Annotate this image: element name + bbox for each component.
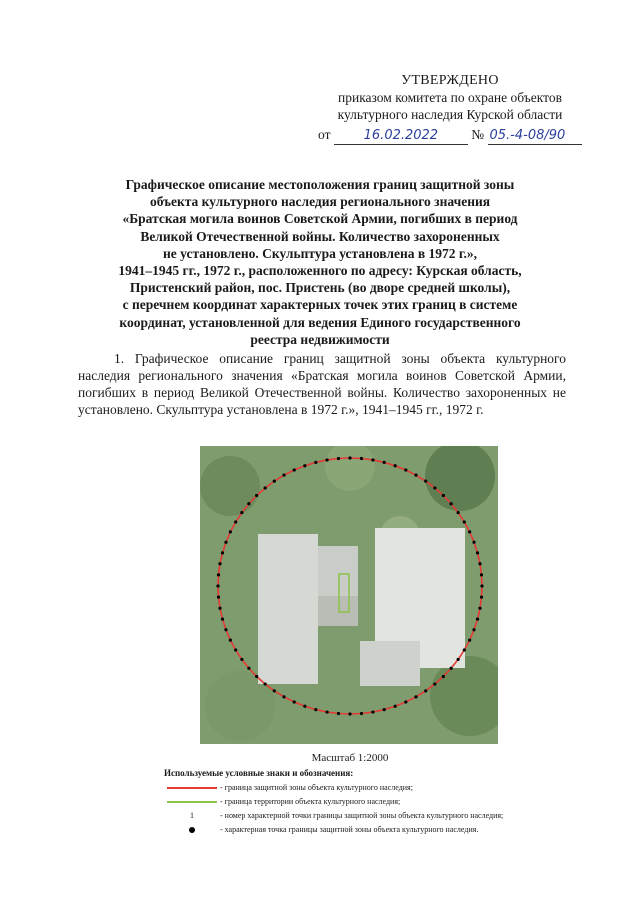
legend-text: - характерная точка границы защитной зоны объекта культурного наследия. [220,825,479,834]
title-line: Графическое описание местоположения границ защитной зоны [125,177,515,192]
boundary-point [442,675,445,678]
boundary-point [457,511,460,514]
approval-block [300,72,600,123]
boundary-point [240,511,243,514]
boundary-point [450,667,453,670]
boundary-point [337,712,340,715]
boundary-point [337,457,340,460]
legend-item [164,823,584,837]
order-number-label: № [471,127,485,142]
boundary-point [221,551,224,554]
approval-line-2: культурного наследия Курской области [337,107,563,122]
paragraph-text: 1. Графическое описание границ защитной зоны объекта культурного наследия регионального значения «Братская могила воинов Советской Армии, погибших в период Великой Отечественной войны. Количество захороненных не установлено. Скульптура установлена в 1972 г.», 1941–1945 гг., 1972 г. [78,351,566,417]
boundary-point [433,486,436,489]
boundary-point [371,458,374,461]
boundary-point [424,480,427,483]
boundary-point [217,596,220,599]
boundary-point [282,695,285,698]
school-building [258,534,318,684]
legend [164,766,584,837]
boundary-point [463,520,466,523]
red-line-symbol [167,787,217,789]
boundary-point [394,705,397,708]
boundary-point [478,607,481,610]
boundary-point [224,541,227,544]
boundary-point [240,658,243,661]
legend-text: - номер характерной точки границы защитной зоны объекта культурного наследия; [220,811,504,820]
boundary-point [457,658,460,661]
title-line: не установлено. Скульптура установлена в 1972 г.», [162,245,478,261]
boundary-point [394,464,397,467]
boundary-point [218,562,221,565]
boundary-point [360,712,363,715]
boundary-point [273,480,276,483]
legend-text: - граница защитной зоны объекта культурного наследия; [220,783,413,792]
boundary-point [216,584,219,587]
map-scale: Масштаб 1:2000 [311,752,389,764]
boundary-point [404,700,407,703]
approval-line-1: приказом комитета по охране объектов [338,90,562,105]
title-line: объекта культурного наследия регионального значения [149,194,491,210]
approval-heading: УТВЕРЖДЕНО [401,73,499,88]
boundary-point [325,710,328,713]
boundary-point [229,638,232,641]
boundary-point [234,648,237,651]
boundary-point [293,700,296,703]
boundary-point [480,573,483,576]
point-number-symbol: 1 [190,811,194,820]
boundary-point [480,584,483,587]
boundary-point [255,675,258,678]
boundary-point [255,494,258,497]
boundary-point [476,618,479,621]
body-paragraph [78,350,566,418]
boundary-point [264,682,267,685]
boundary-point [468,530,471,533]
boundary-point [217,573,220,576]
annex-building [360,641,420,686]
boundary-point [424,689,427,692]
title-line: Великой Отечественной войны. Количество захороненных [140,228,500,244]
title-line: Пристенский район, пос. Пристень (во дворе средней школы), [129,280,511,296]
boundary-point [463,648,466,651]
boundary-point [472,628,475,631]
legend-item [164,781,584,795]
boundary-point [414,474,417,477]
boundary-point [247,502,250,505]
legend-heading: Используемые условные знаки и обозначения: [164,768,354,778]
boundary-point [314,461,317,464]
boundary-point [247,667,250,670]
boundary-point [348,456,351,459]
boundary-point [414,695,417,698]
boundary-point [433,682,436,685]
boundary-point [360,457,363,460]
boundary-map [200,446,498,744]
title-line: «Братская могила воинов Советской Армии, погибших в период [122,211,518,227]
boundary-point [325,458,328,461]
title-line: реестра недвижимости [250,331,390,347]
boundary-point [478,562,481,565]
boundary-point [314,708,317,711]
boundary-point [476,551,479,554]
boundary-point [383,708,386,711]
boundary-point [218,607,221,610]
boundary-point [273,689,276,692]
boundary-point [229,530,232,533]
boundary-point [348,712,351,715]
order-date: 16.02.2022 [334,127,468,145]
boundary-point [450,502,453,505]
order-line [318,126,618,145]
legend-text: - граница территории объекта культурного наследия; [220,797,401,806]
legend-item [164,809,584,823]
boundary-point [468,638,471,641]
courtyard [318,596,358,626]
title-line: 1941–1945 гг., 1972 г., расположенного по адресу: Курская область, [118,263,522,279]
map-svg [200,446,498,744]
boundary-point [383,461,386,464]
boundary-point [221,618,224,621]
point-dot-symbol [189,827,195,833]
boundary-point [303,705,306,708]
boundary-point [303,464,306,467]
boundary-point [371,710,374,713]
boundary-point [282,474,285,477]
boundary-point [234,520,237,523]
boundary-point [472,541,475,544]
boundary-point [224,628,227,631]
legend-item [164,795,584,809]
title-line: координат, установленной для ведения Единого государственного [119,314,521,330]
boundary-point [293,468,296,471]
order-number: 05.-4-08/90 [488,127,582,145]
boundary-point [264,486,267,489]
green-line-symbol [167,801,217,803]
boundary-point [480,596,483,599]
boundary-point [404,468,407,471]
boundary-point [442,494,445,497]
document-title [80,176,560,348]
title-line: с перечнем координат характерных точек этих границ в системе [122,297,518,313]
order-from-label: от [318,127,331,142]
